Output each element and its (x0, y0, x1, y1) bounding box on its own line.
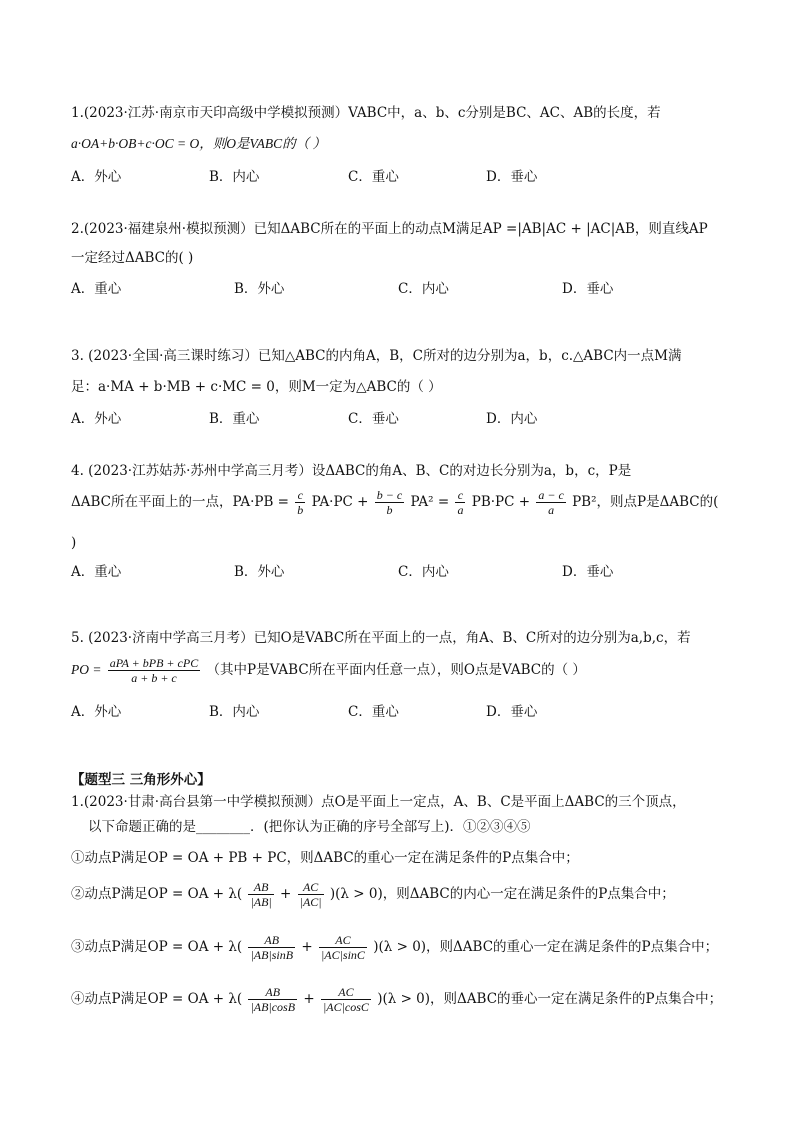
q4-stem-line2 (71, 488, 718, 517)
statement-1: ①动点P满足OP = OA + PB + PC，则ΔABC的重心一定在满足条件的P点集合中； (71, 850, 579, 866)
statement-4-fraction-2: $\frac{AC}{|AC|\cos C}$ (322, 985, 369, 1014)
q4-option-b: B．外心 (234, 564, 285, 580)
q2-option-c: C．内心 (398, 281, 449, 297)
q4-stem-line3: ) (71, 535, 77, 551)
section-title: 【题型三 三角形外心】 (71, 772, 211, 788)
q5-fraction: $\frac{\text{aPA + bPB + cPC}}{a + b + c}$ (109, 656, 199, 685)
statement-2-fraction-1: $\frac{AB}{|AB|}$ (250, 880, 272, 909)
q2-option-b: B．外心 (234, 281, 285, 297)
q4-option-a: A．重心 (71, 564, 122, 580)
statement-3-fraction-1: $\frac{AB}{|AB|\sin B}$ (250, 933, 294, 962)
q5-rest: （其中P是VABC所在平面内任意一点），则O点是VABC的（ ） (206, 662, 586, 678)
section-q1-line1: 1.(2023·甘肃·高台县第一中学模拟预测）点O是平面上一定点，A、B、C是平面上ΔABC的三个顶点， (71, 794, 686, 810)
statement-4-fraction-1: $\frac{AB}{|AB|\cos B}$ (250, 985, 296, 1014)
q2-stem-line2: 一定经过ΔABC的( ) (71, 250, 194, 266)
q5-option-a: A．外心 (71, 704, 122, 720)
q5-option-c: C．重心 (348, 704, 399, 720)
q1-option-b: B．内心 (209, 169, 260, 185)
q2-option-a: A．重心 (71, 281, 122, 297)
q5-option-d: D．垂心 (486, 704, 538, 720)
q1-option-d: D．垂心 (486, 169, 538, 185)
q5-lhs: PO = (71, 662, 102, 677)
q5-option-b: B．内心 (209, 704, 260, 720)
q1-stem-line1: 1.(2023·江苏·南京市天印高级中学模拟预测）VABC中，a、b、c分别是BC、AC、AB的长度，若 (71, 105, 661, 121)
q4-fraction-3: $\frac{c}{a}$ (457, 488, 464, 517)
q4-fraction-1: $\frac{c}{b}$ (297, 488, 304, 517)
section-q1-line2: 以下命题正确的是________．(把你认为正确的序号全部写上)．①②③④⑤ (88, 819, 531, 835)
q4-text-d: PB·PC + (471, 494, 531, 510)
statement-2-fraction-2: $\frac{AC}{|AC|}$ (299, 880, 322, 909)
q4-text-b: PA·PC + (311, 494, 369, 510)
q4-fraction-4: $\frac{a - c}{a}$ (538, 488, 564, 517)
q1-stem-line2: a·OA+b·OB+c·OC = O，则O是VABC的（ ） (71, 136, 327, 151)
q2-option-d: D．垂心 (562, 281, 614, 297)
statement-2: ②动点P满足OP = OA + λ( $\frac{AB}{|AB|}$ + $\frac{AC}{|AC|}$ )(λ > 0)，则ΔABC的内心一定在满足条件的P点集合中； (71, 880, 675, 909)
q3-option-d: D．内心 (486, 411, 538, 427)
q4-fraction-2: $\frac{b - c}{b}$ (376, 488, 403, 517)
q1-option-c: C．重心 (348, 169, 399, 185)
q5-stem-line2 (71, 656, 586, 685)
q3-option-a: A．外心 (71, 411, 122, 427)
q2-stem-line1: 2.(2023·福建泉州·模拟预测）已知ΔABC所在的平面上的动点M满足AP =|AB|AC + |AC|AB，则直线AP (71, 221, 708, 237)
q3-option-b: B．重心 (209, 411, 260, 427)
q4-text-c: PA² = (410, 494, 450, 510)
q4-text-e: PB²，则点P是ΔABC的( (572, 494, 719, 510)
q3-stem-line1: 3. (2023·全国·高三课时练习）已知△ABC的内角A，B，C所对的边分别为a，b，c.△ABC内一点M满 (71, 348, 682, 364)
q5-stem-line1: 5. (2023·济南中学高三月考）已知O是VABC所在平面上的一点，角A、B、C所对的边分别为a,b,c，若 (71, 630, 691, 646)
q3-option-c: C．垂心 (348, 411, 399, 427)
statement-3: ③动点P满足OP = OA + λ( $\frac{AB}{|AB|\sin B}$ + $\frac{AC}{|AC|\sin C}$ )(λ > 0)，则ΔABC的重心一定在满足条件的P点集合中； (71, 933, 719, 962)
q3-stem-line2: 足：a·MA + b·MB + c·MC = 0，则M一定为△ABC的（ ） (71, 379, 442, 395)
statement-4: ④动点P满足OP = OA + λ( $\frac{AB}{|AB|\cos B}$ + $\frac{AC}{|AC|\cos C}$ )(λ > 0)，则ΔABC的垂心一定在满足条件的P点集合中； (71, 985, 723, 1014)
statement-3-fraction-2: $\frac{AC}{|AC|\sin C}$ (320, 933, 365, 962)
q4-stem-line1: 4. (2023·江苏姑苏·苏州中学高三月考）设ΔABC的角A、B、C的对边长分别为a，b，c，P是 (71, 463, 632, 479)
q1-option-a: A．外心 (71, 169, 122, 185)
q4-option-d: D．垂心 (562, 564, 614, 580)
q4-option-c: C．内心 (398, 564, 449, 580)
q4-text-a: ΔABC所在平面上的一点，PA·PB = (71, 494, 289, 510)
